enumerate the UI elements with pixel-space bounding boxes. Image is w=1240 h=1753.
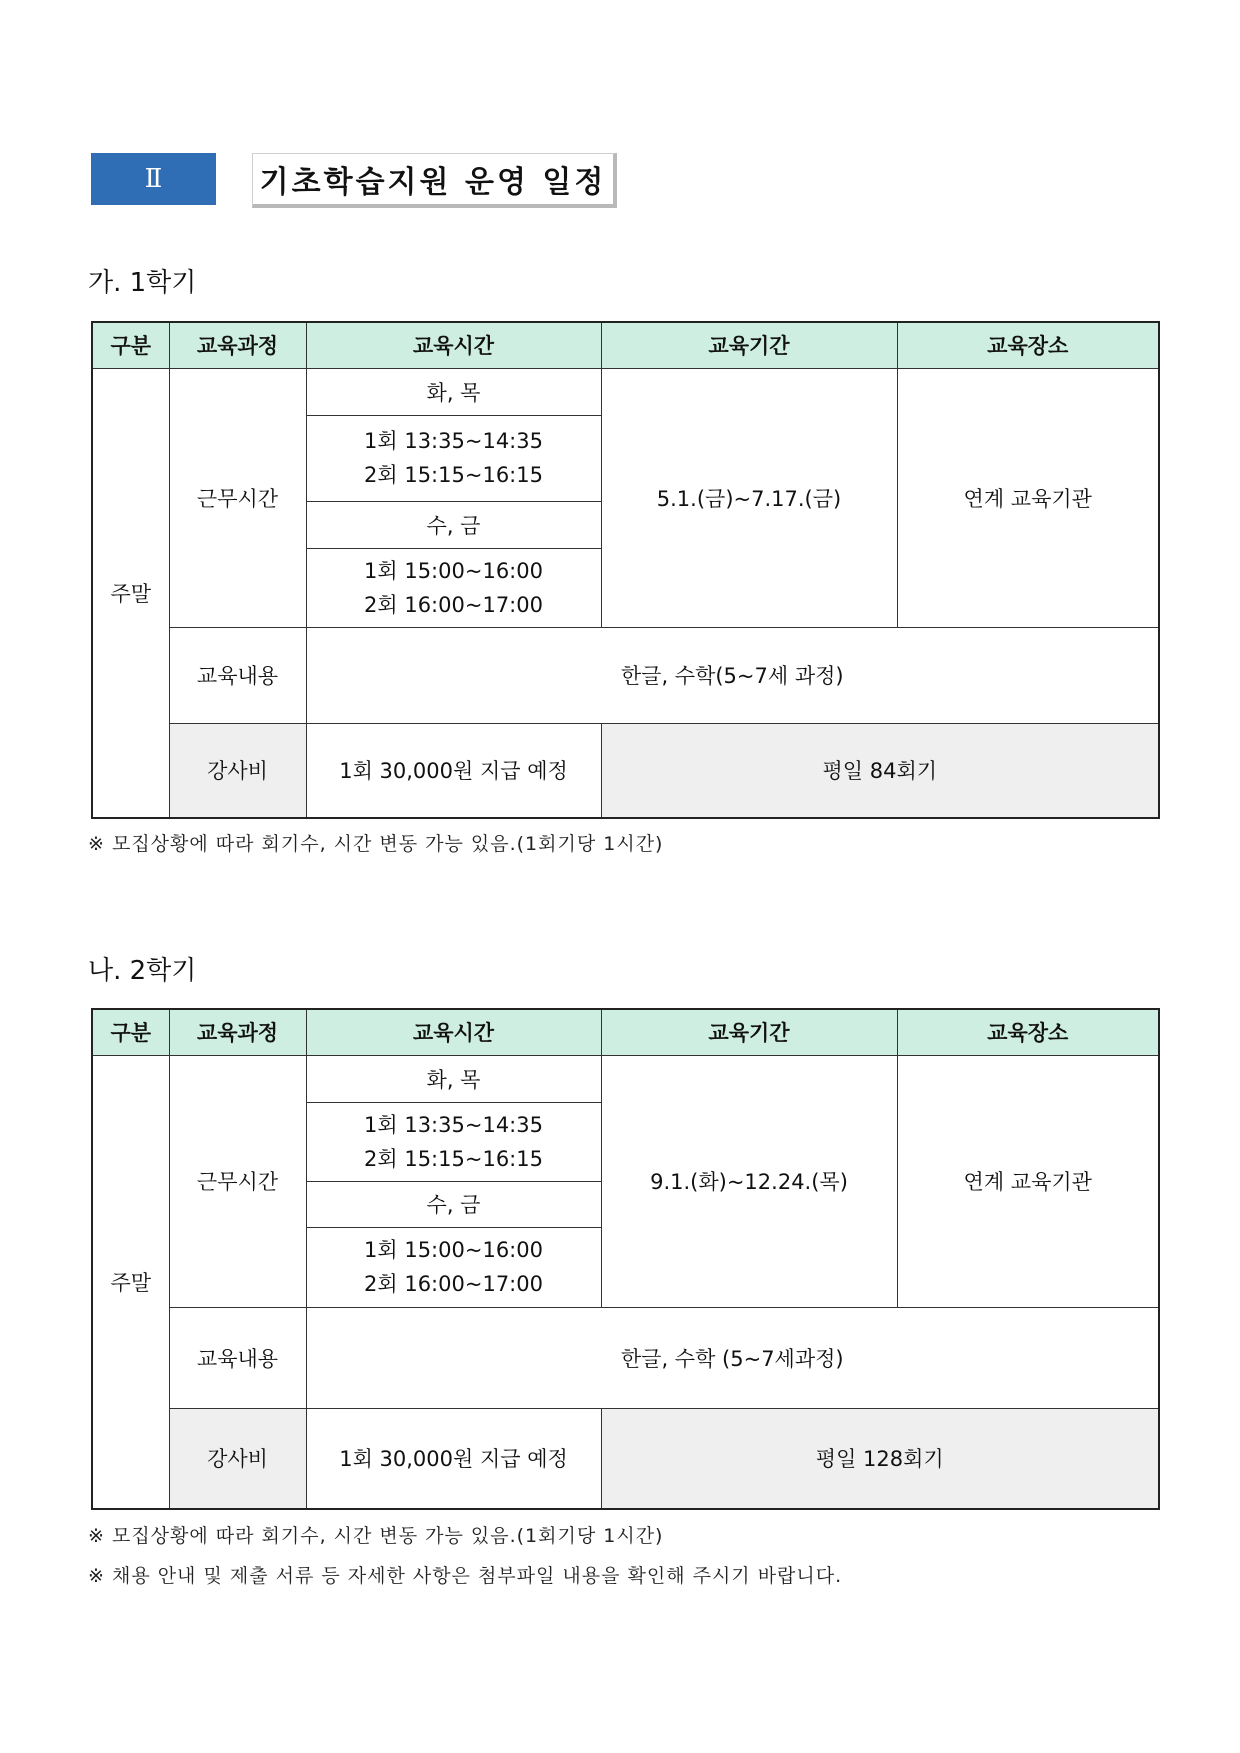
content-value-cell: 한글, 수학 (5~7세과정) [306, 1307, 1159, 1408]
section-number-badge: Ⅱ [91, 153, 216, 205]
times-a-cell [306, 415, 601, 501]
times-a-cell [306, 1102, 601, 1181]
semester-2-table [91, 1008, 1160, 1510]
col-header-course: 교육과정 [169, 1009, 306, 1055]
col-header-time: 교육시간 [306, 1009, 601, 1055]
col-header-time: 교육시간 [306, 322, 601, 368]
col-header-course: 교육과정 [169, 322, 306, 368]
col-header-category: 구분 [92, 1009, 169, 1055]
time-slot: 2회 15:15~16:15 [364, 1146, 543, 1171]
table-row [92, 1408, 1159, 1509]
period-cell: 9.1.(화)~12.24.(목) [601, 1055, 897, 1307]
days-a-cell: 화, 목 [306, 1055, 601, 1102]
semester-1-table [91, 321, 1160, 819]
col-header-place: 교육장소 [897, 1009, 1159, 1055]
time-slot: 1회 13:35~14:35 [364, 1112, 543, 1137]
col-header-period: 교육기간 [601, 1009, 897, 1055]
table-row [92, 723, 1159, 818]
place-cell: 연계 교육기관 [897, 368, 1159, 627]
table-row [92, 1307, 1159, 1408]
table-header-row [92, 1009, 1159, 1055]
place-cell: 연계 교육기관 [897, 1055, 1159, 1307]
table-header-row [92, 322, 1159, 368]
fee-value-cell: 1회 30,000원 지급 예정 [306, 723, 601, 818]
fee-value-cell: 1회 30,000원 지급 예정 [306, 1408, 601, 1509]
sessions-cell: 평일 84회기 [601, 723, 1159, 818]
period-cell: 5.1.(금)~7.17.(금) [601, 368, 897, 627]
col-header-place: 교육장소 [897, 322, 1159, 368]
time-slot: 2회 15:15~16:15 [364, 463, 543, 487]
fee-label-cell: 강사비 [169, 723, 306, 818]
time-slot: 1회 15:00~16:00 [364, 1238, 543, 1262]
table-row [92, 627, 1159, 723]
sessions-cell: 평일 128회기 [601, 1408, 1159, 1509]
time-slot: 1회 13:35~14:35 [364, 429, 543, 453]
section-title: 기초학습지원 운영 일정 [252, 153, 617, 208]
days-b-cell: 수, 금 [306, 1181, 601, 1227]
col-header-category: 구분 [92, 322, 169, 368]
content-label-cell: 교육내용 [169, 627, 306, 723]
fee-label-cell: 강사비 [169, 1408, 306, 1509]
time-slot: 2회 16:00~17:00 [364, 592, 543, 617]
col-header-period: 교육기간 [601, 322, 897, 368]
course-work-cell: 근무시간 [169, 1055, 306, 1307]
category-cell: 주말 [92, 1055, 169, 1509]
table-row [92, 368, 1159, 415]
table-row [92, 1055, 1159, 1102]
semester-1-heading: 가. 1학기 [88, 268, 197, 298]
times-b-cell [306, 1227, 601, 1307]
times-b-cell [306, 548, 601, 627]
content-value-cell: 한글, 수학(5~7세 과정) [306, 627, 1159, 723]
semester-2-note: ※ 모집상황에 따라 회기수, 시간 변동 가능 있음.(1회기당 1시간) [88, 1525, 664, 1547]
category-cell: 주말 [92, 368, 169, 818]
attachment-note: ※ 채용 안내 및 제출 서류 등 자세한 사항은 첨부파일 내용을 확인해 주시기 바랍니다. [88, 1565, 843, 1587]
time-slot: 2회 16:00~17:00 [364, 1272, 543, 1296]
time-slot: 1회 15:00~16:00 [364, 558, 543, 583]
days-a-cell: 화, 목 [306, 368, 601, 415]
course-work-cell: 근무시간 [169, 368, 306, 627]
content-label-cell: 교육내용 [169, 1307, 306, 1408]
semester-2-heading: 나. 2학기 [88, 956, 197, 986]
days-b-cell: 수, 금 [306, 501, 601, 548]
semester-1-note: ※ 모집상황에 따라 회기수, 시간 변동 가능 있음.(1회기당 1시간) [88, 833, 664, 855]
